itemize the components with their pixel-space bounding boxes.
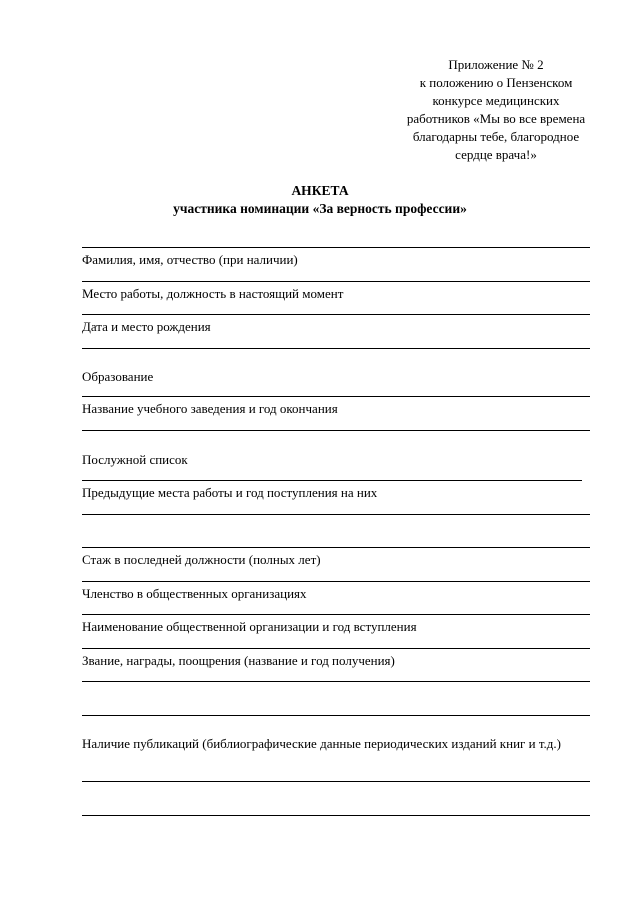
field-label-service-record: Послужной список	[82, 452, 188, 467]
fill-line-awards-extra-2[interactable]	[82, 715, 590, 716]
fill-line-education[interactable]	[82, 348, 590, 349]
field-label-awards: Звание, награды, поощрения (название и год получения)	[82, 653, 395, 668]
appendix-line: к положению о Пензенском	[419, 75, 573, 90]
fill-line-tenure[interactable]	[82, 547, 590, 548]
appendix-line: конкурсе медицинских	[432, 93, 560, 108]
fill-line-workplace[interactable]	[82, 281, 590, 282]
field-label-institution: Название учебного заведения и год окончания	[82, 401, 338, 416]
field-label-previous-work: Предыдущие места работы и год поступления на них	[82, 485, 378, 500]
field-label-tenure: Стаж в последней должности (полных лет)	[82, 552, 321, 567]
fill-line-publications-2[interactable]	[82, 815, 590, 816]
fill-line-publications-1[interactable]	[82, 781, 590, 782]
appendix-line: Приложение № 2	[448, 57, 544, 72]
field-label-education: Образование	[82, 369, 154, 384]
field-label-membership: Членство в общественных организациях	[82, 586, 307, 601]
fill-line-extra[interactable]	[82, 514, 590, 515]
fill-line-organization[interactable]	[82, 614, 590, 615]
fill-line-previous-work[interactable]	[82, 480, 582, 481]
fill-line-service-record[interactable]	[82, 430, 590, 431]
fill-line-awards-extra-1[interactable]	[82, 681, 590, 682]
field-label-organization: Наименование общественной организации и год вступления	[82, 619, 417, 634]
appendix-line: сердце врача!»	[455, 147, 537, 162]
form-subtitle: участника номинации «За верность профессии»	[173, 201, 467, 216]
appendix-line: работников «Мы во все времена	[406, 111, 586, 126]
fill-line-birth[interactable]	[82, 314, 590, 315]
fill-line-institution[interactable]	[82, 396, 590, 397]
field-label-full-name: Фамилия, имя, отчество (при наличии)	[82, 252, 298, 267]
field-label-publications: Наличие публикаций (библиографические данные периодических изданий книг и т.д.)	[82, 736, 561, 751]
fill-line-awards[interactable]	[82, 648, 590, 649]
field-label-workplace: Место работы, должность в настоящий момент	[82, 286, 344, 301]
fill-line-full-name[interactable]	[82, 247, 590, 248]
appendix-note	[380, 56, 612, 164]
appendix-line: благодарны тебе, благородное	[412, 129, 580, 144]
fill-line-membership[interactable]	[82, 581, 590, 582]
field-label-birth: Дата и место рождения	[82, 319, 211, 334]
form-title: АНКЕТА	[291, 183, 349, 198]
